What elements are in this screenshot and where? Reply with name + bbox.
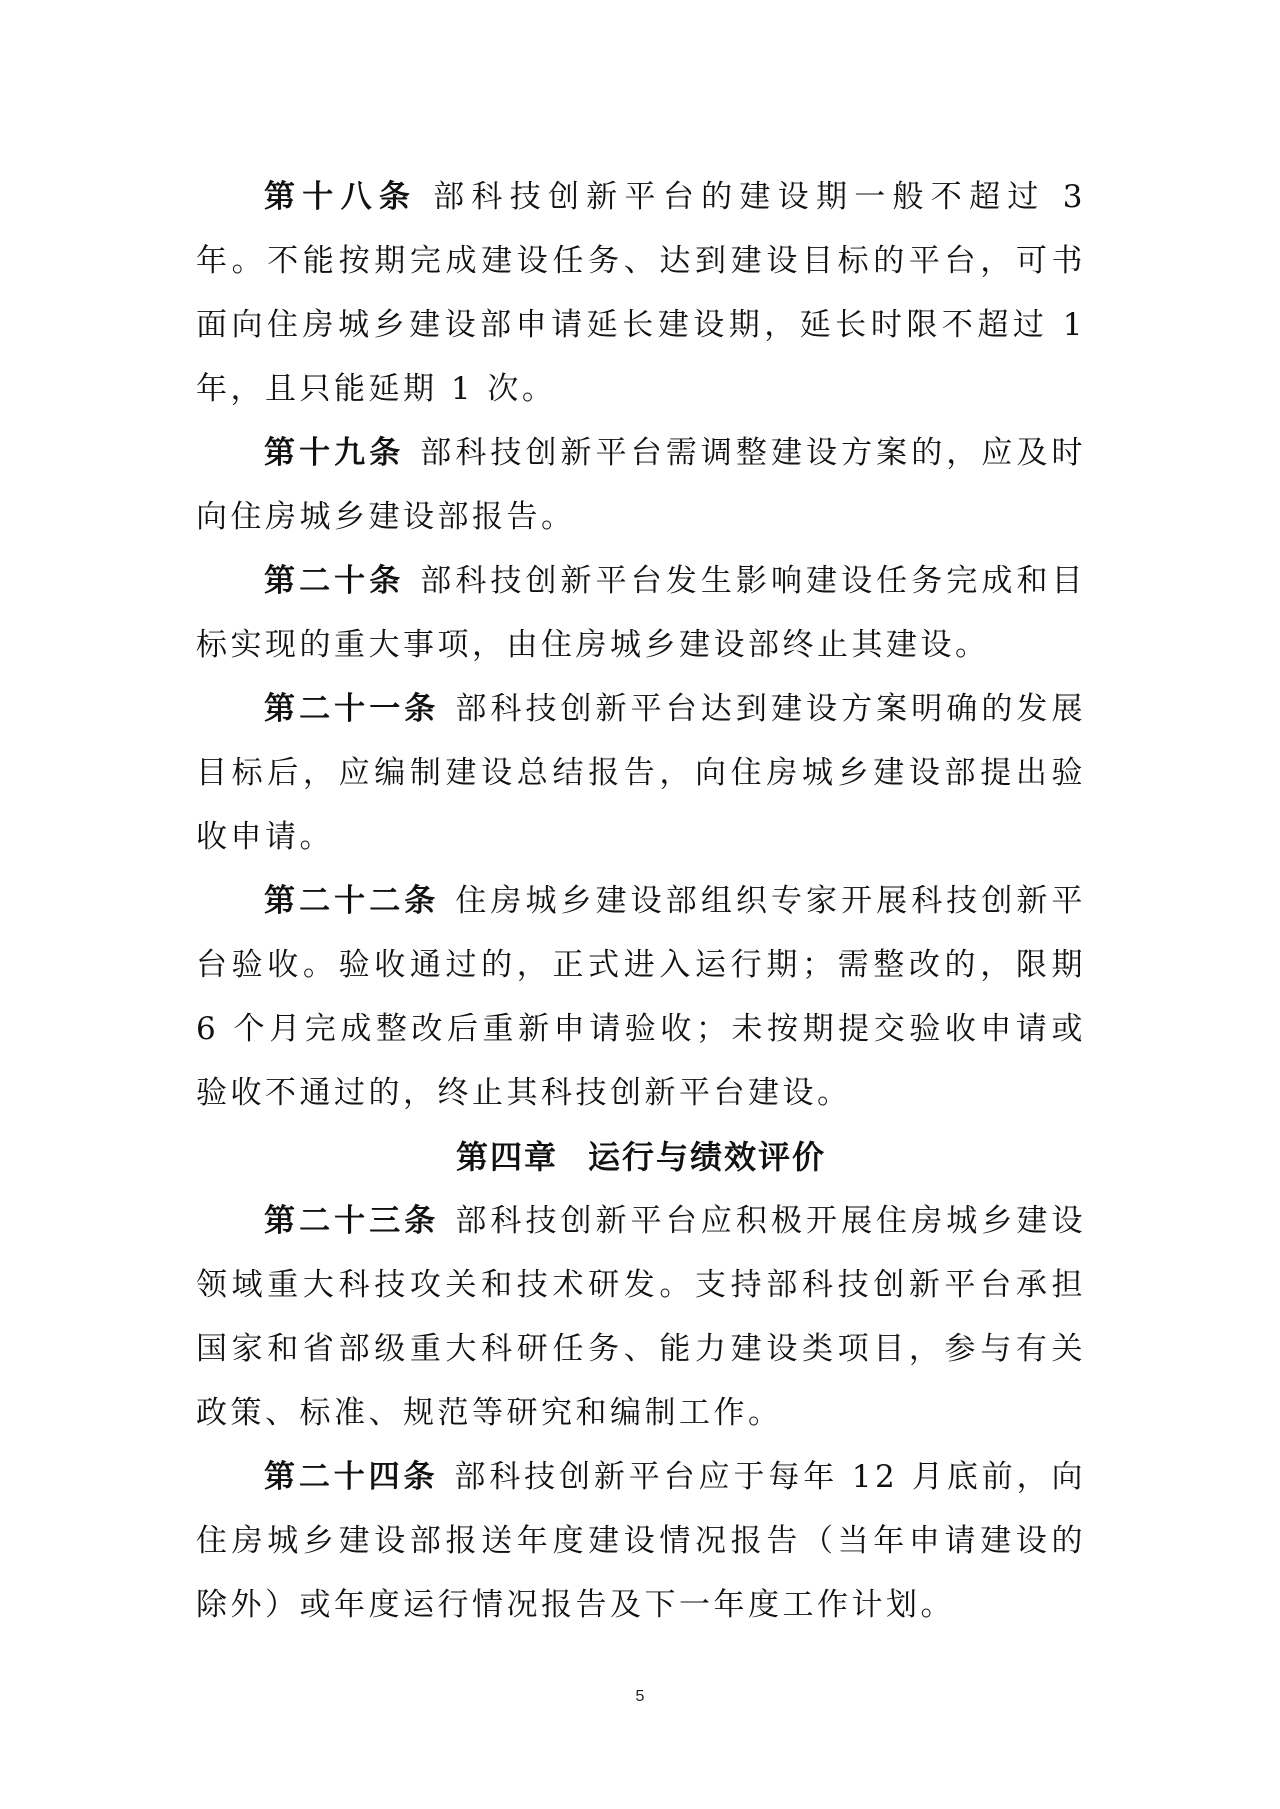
- article-21: [196, 677, 1086, 869]
- article-20: [196, 549, 1086, 677]
- article-title: 第十九条: [264, 435, 405, 471]
- article-text: 部科技创新平台需调整建设方案的，应及时向住房城乡建设部报告。: [196, 435, 1087, 535]
- chapter-heading: [196, 1125, 1086, 1189]
- chapter-title: 运行与绩效评价: [588, 1138, 827, 1176]
- article-23: [196, 1189, 1086, 1445]
- article-text: 住房城乡建设部组织专家开展科技创新平台验收。验收通过的，正式进入运行期；需整改的，限期 6 个月完成整改后重新申请验收；未按期提交验收申请或验收不通过的，终止其科技创新平台建设。: [196, 883, 1087, 1111]
- article-text: 部科技创新平台应于每年 12 月底前，向住房城乡建设部报送年度建设情况报告（当年申请建设的除外）或年度运行情况报告及下一年度工作计划。: [196, 1459, 1087, 1623]
- article-22: [196, 869, 1086, 1125]
- article-text: 部科技创新平台应积极开展住房城乡建设领域重大科技攻关和技术研发。支持部科技创新平台承担国家和省部级重大科研任务、能力建设类项目，参与有关政策、标准、规范等研究和编制工作。: [196, 1203, 1087, 1431]
- article-text: 部科技创新平台达到建设方案明确的发展目标后，应编制建设总结报告，向住房城乡建设部提出验收申请。: [196, 691, 1087, 855]
- chapter-number: 第四章: [455, 1138, 558, 1176]
- article-title: 第二十条: [264, 563, 405, 599]
- article-title: 第二十四条: [264, 1459, 439, 1495]
- article-text: 部科技创新平台的建设期一般不超过 3 年。不能按期完成建设任务、达到建设目标的平台，可书面向住房城乡建设部申请延长建设期，延长时限不超过 1 年，且只能延期 1 次。: [196, 179, 1087, 407]
- article-18: [196, 165, 1086, 421]
- article-text: 部科技创新平台发生影响建设任务完成和目标实现的重大事项，由住房城乡建设部终止其建设。: [196, 563, 1087, 663]
- article-title: 第二十二条: [264, 883, 440, 919]
- page-content: [196, 165, 1086, 1637]
- page-number: 5: [635, 1688, 645, 1705]
- article-title: 第十八条: [264, 179, 418, 215]
- article-title: 第二十三条: [264, 1203, 440, 1239]
- article-19: [196, 421, 1086, 549]
- article-24: [196, 1445, 1086, 1637]
- article-title: 第二十一条: [264, 691, 440, 727]
